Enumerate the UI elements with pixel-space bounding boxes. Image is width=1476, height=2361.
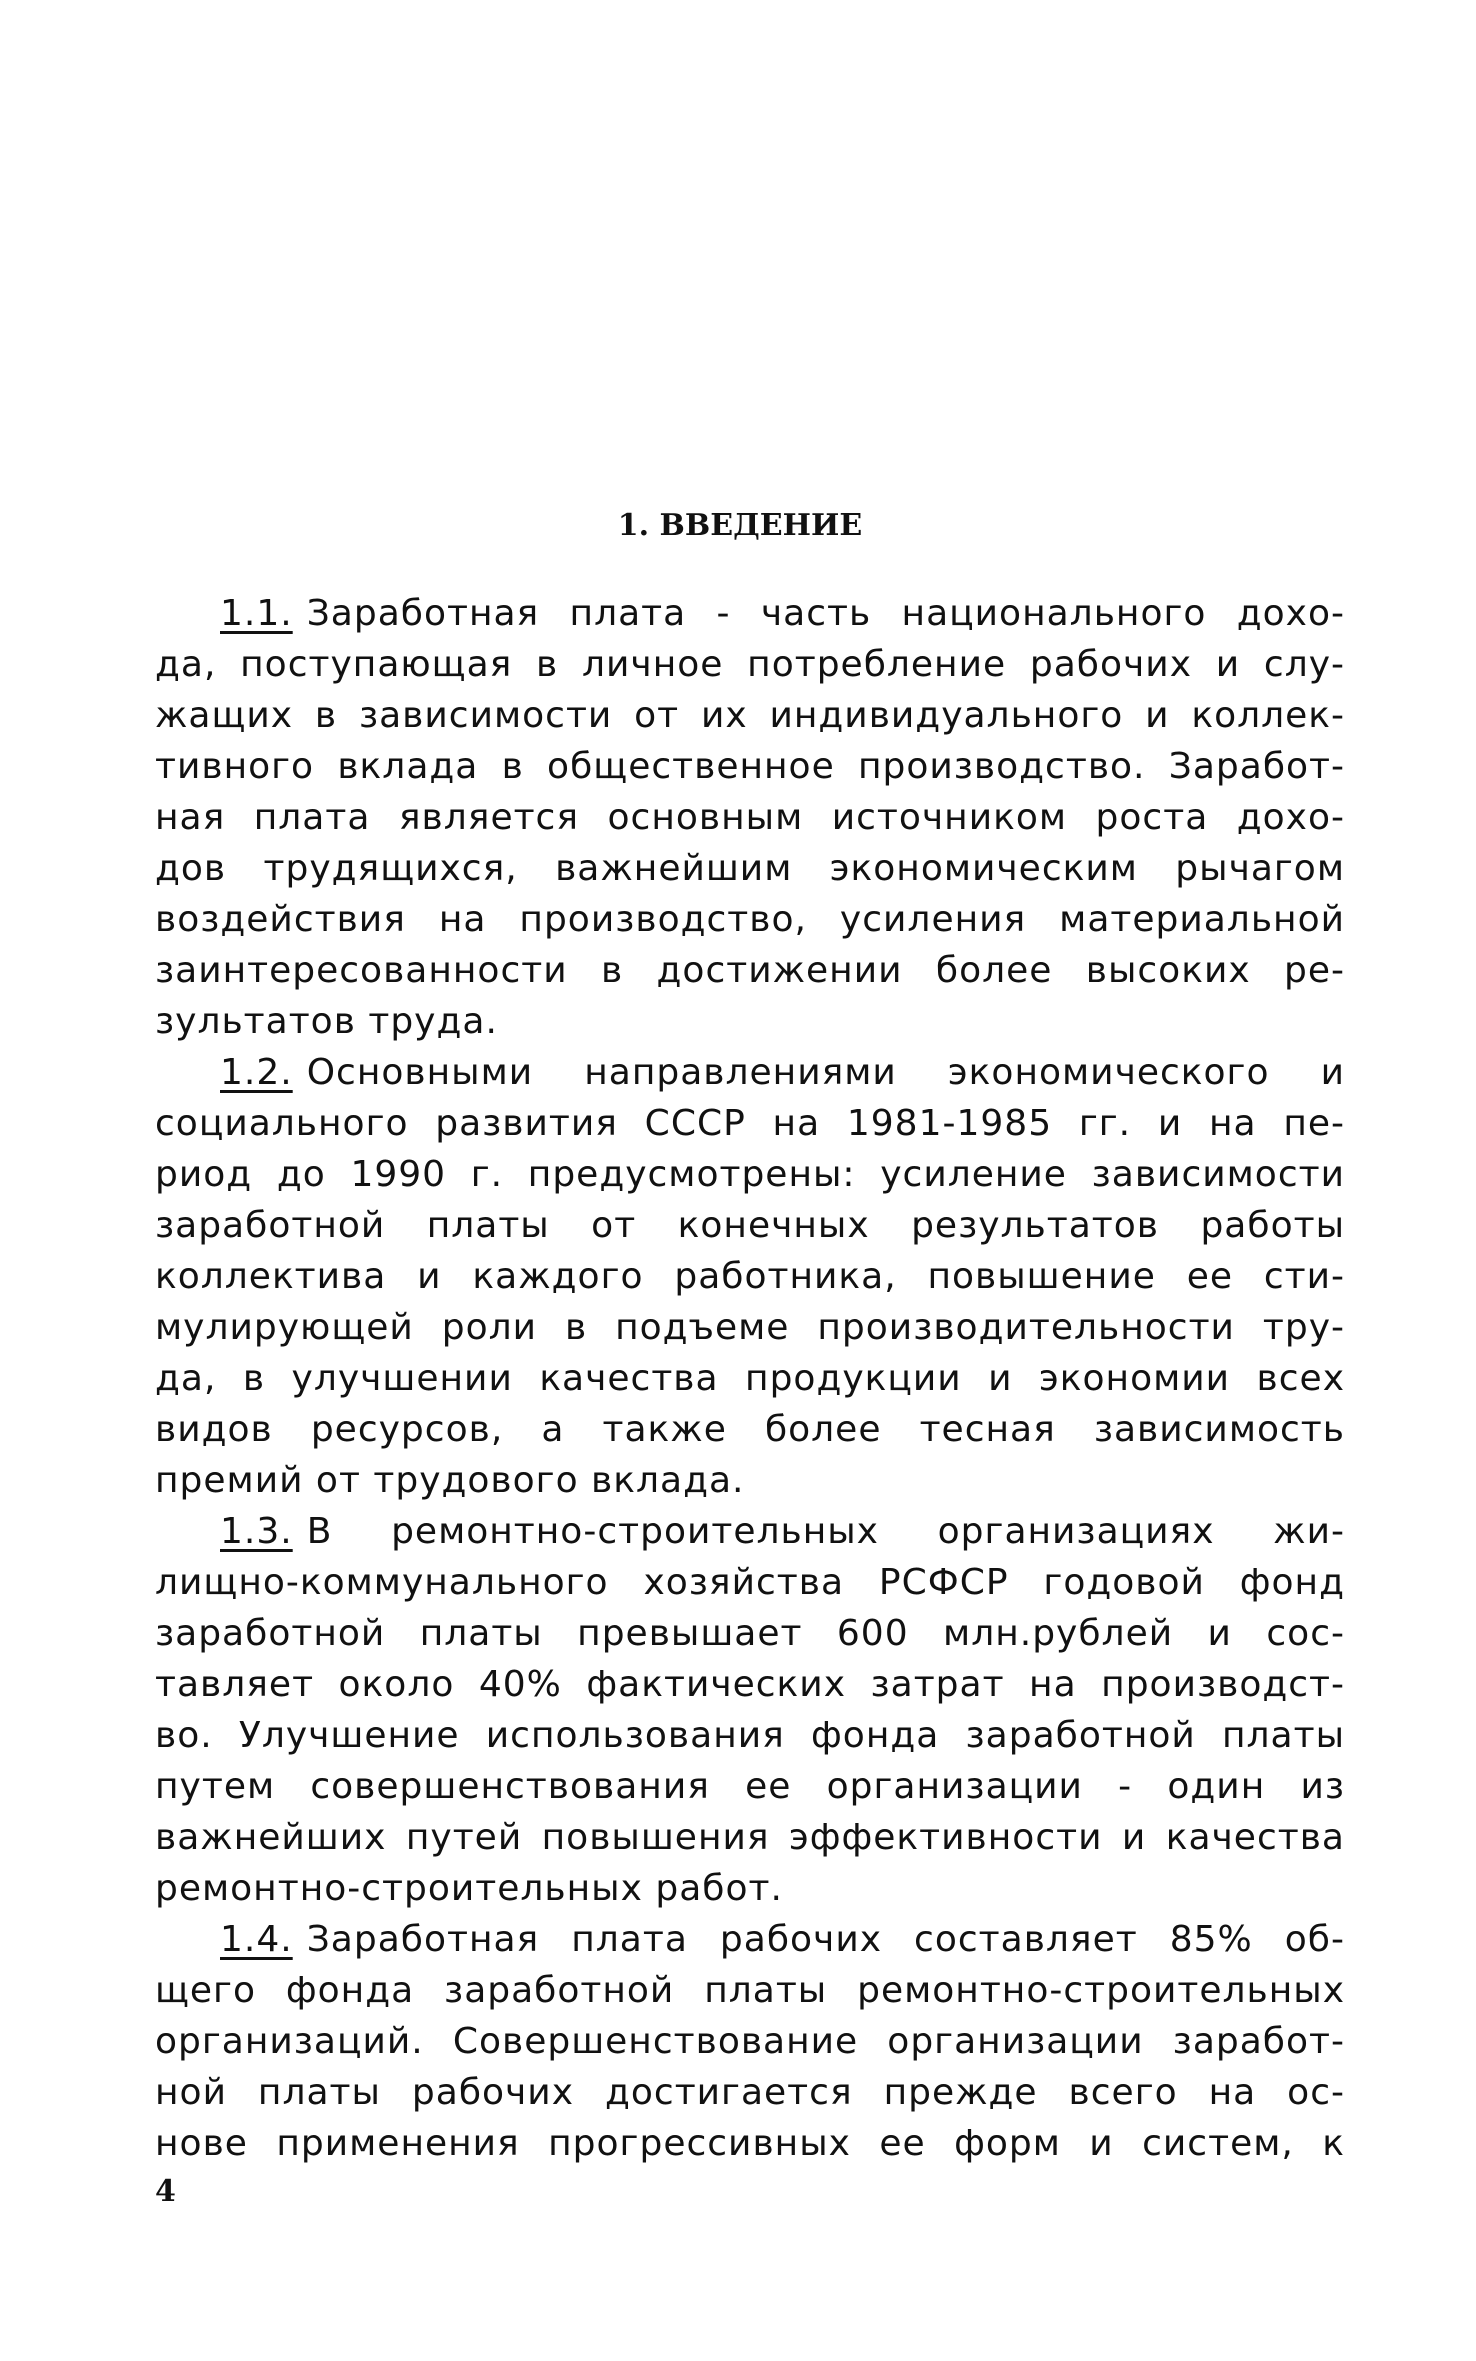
paragraph-1-1 <box>155 588 1345 1047</box>
paragraph-line: заработной платы от конечных результатов работы <box>155 1205 1345 1246</box>
body-text <box>155 588 1345 2169</box>
paragraph-line: премий от трудового вклада. <box>155 1460 745 1501</box>
paragraph-line: ремонтно-строительных работ. <box>155 1868 783 1909</box>
paragraph-line: важнейших путей повышения эффективности и качества <box>155 1817 1345 1858</box>
paragraph-line: лищно-коммунального хозяйства РСФСР годовой фонд <box>155 1562 1345 1603</box>
paragraph-line: видов ресурсов, а также более тесная зависимость <box>155 1409 1345 1450</box>
paragraph-1-3 <box>155 1506 1345 1914</box>
paragraph-line: ная плата является основным источником роста дохо- <box>155 797 1345 838</box>
page-number: 4 <box>155 2174 176 2209</box>
paragraph-line: 1.3. В ремонтно-строительных организациях жи- <box>220 1511 1345 1552</box>
paragraph-number: 1.3. <box>220 1511 293 1552</box>
paragraph-line: коллектива и каждого работника, повышение ее сти- <box>155 1256 1345 1297</box>
section-heading: 1. ВВЕДЕНИЕ <box>617 508 863 543</box>
paragraph-line: заинтересованности в достижении более высоких ре- <box>155 950 1345 991</box>
paragraph-line: зультатов труда. <box>155 1001 498 1042</box>
paragraph-line: 1.2. Основными направлениями экономического и <box>220 1052 1345 1093</box>
paragraph-line: ной платы рабочих достигается прежде всего на ос- <box>155 2072 1345 2113</box>
paragraph-line: да, поступающая в личное потребление рабочих и слу- <box>155 644 1345 685</box>
paragraph-number: 1.1. <box>220 593 293 634</box>
paragraph-1-2 <box>155 1047 1345 1506</box>
paragraph-line: тивного вклада в общественное производство. Заработ- <box>155 746 1345 787</box>
paragraph-line: мулирующей роли в подъеме производительности тру- <box>155 1307 1345 1348</box>
paragraph-line: путем совершенствования ее организации - один из <box>155 1766 1345 1807</box>
paragraph-line: 1.4. Заработная плата рабочих составляет 85% об- <box>220 1919 1345 1960</box>
paragraph-line: тавляет около 40% фактических затрат на производст- <box>155 1664 1345 1705</box>
paragraph-number: 1.4. <box>220 1919 293 1960</box>
paragraph-line: воздействия на производство, усиления материальной <box>155 899 1345 940</box>
paragraph-line: 1.1. Заработная плата - часть национального дохо- <box>220 593 1345 634</box>
paragraph-line: нове применения прогрессивных ее форм и систем, к <box>155 2123 1345 2164</box>
paragraph-line: щего фонда заработной платы ремонтно-строительных <box>155 1970 1345 2011</box>
paragraph-line: жащих в зависимости от их индивидуального и коллек- <box>155 695 1345 736</box>
paragraph-line: риод до 1990 г. предусмотрены: усиление зависимости <box>155 1154 1345 1195</box>
paragraph-line: во. Улучшение использования фонда заработной платы <box>155 1715 1345 1756</box>
paragraph-line: заработной платы превышает 600 млн.рублей и сос- <box>155 1613 1345 1654</box>
paragraph-line: да, в улучшении качества продукции и экономии всех <box>155 1358 1345 1399</box>
paragraph-line: организаций. Совершенствование организации заработ- <box>155 2021 1345 2062</box>
paragraph-number: 1.2. <box>220 1052 293 1093</box>
paragraph-1-4 <box>155 1914 1345 2169</box>
paragraph-line: дов трудящихся, важнейшим экономическим рычагом <box>155 848 1345 889</box>
paragraph-line: социального развития СССР на 1981-1985 гг. и на пе- <box>155 1103 1345 1144</box>
